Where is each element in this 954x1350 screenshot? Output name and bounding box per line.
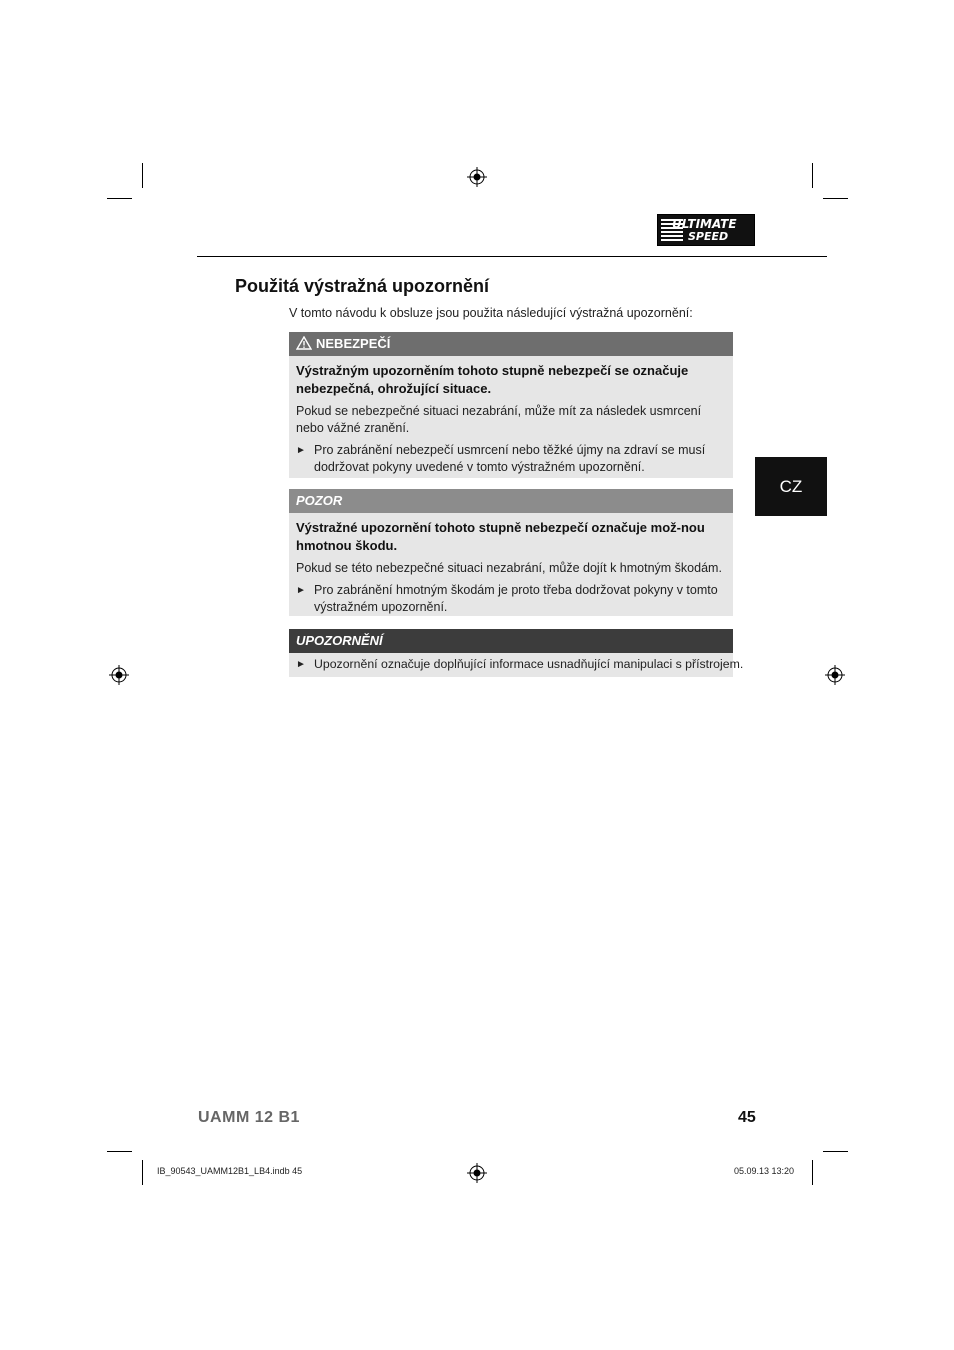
note-bullet [296, 656, 744, 673]
crop-mark [142, 1160, 143, 1185]
brand-logo [657, 214, 755, 246]
note-title: UPOZORNĚNÍ [296, 633, 383, 648]
crop-mark [812, 163, 813, 188]
crop-mark [823, 198, 848, 199]
crop-mark [107, 1151, 132, 1152]
danger-bold-text: Výstražným upozorněním tohoto stupně nebezpečí se označuje nebezpečná, ohrožující situace. [296, 363, 689, 396]
model-number: UAMM 12 B1 [198, 1109, 300, 1126]
registration-mark-icon [109, 665, 129, 685]
note-header [289, 629, 733, 653]
warning-box-note [289, 629, 744, 677]
logo-line-2: SPEED [688, 230, 729, 243]
language-tab: CZ [755, 457, 827, 516]
registration-mark-icon [825, 665, 845, 685]
danger-text: Pokud se nebezpečné situaci nezabrání, může mít za následek usmrcení nebo vážné zranění. [296, 404, 702, 435]
logo-line-1: ULTIMATE [672, 217, 737, 231]
caution-header [289, 489, 733, 513]
warning-box-caution [289, 489, 733, 616]
print-date-info: 05.09.13 13:20 [734, 1166, 795, 1176]
crop-mark [107, 198, 132, 199]
print-file-info: IB_90543_UAMM12B1_LB4.indb 45 [157, 1166, 303, 1176]
danger-header [289, 332, 733, 356]
caution-bullet [296, 582, 725, 616]
caution-bullet-text: Pro zabránění hmotným škodám je proto třeba dodržovat pokyny v tomto výstražném upozornění. [314, 583, 718, 614]
page-number: 45 [738, 1109, 756, 1126]
bullet-arrow-icon: ► [296, 659, 306, 670]
note-body [289, 653, 744, 679]
caution-bold-text: Výstražné upozornění tohoto stupně nebezpečí označuje mož-nou hmotnou škodu. [296, 520, 705, 553]
warning-triangle-icon [296, 336, 312, 350]
registration-mark-icon [467, 1163, 487, 1183]
intro-text: V tomto návodu k obsluze jsou použita následující výstražná upozornění: [289, 306, 693, 320]
danger-bullet-text: Pro zabránění nebezpečí usmrcení nebo těžké újmy na zdraví se musí dodržovat pokyny uvedené v tomto výstražném upozornění. [314, 443, 706, 474]
crop-mark [142, 163, 143, 188]
page-title: Použitá výstražná upozornění [235, 276, 490, 296]
caution-text: Pokud se této nebezpečné situaci nezabrání, může dojít k hmotným škodám. [296, 561, 722, 575]
caution-title: POZOR [296, 493, 343, 508]
header-rule [197, 256, 827, 257]
warning-box-danger [289, 332, 733, 478]
danger-body [289, 356, 733, 482]
registration-mark-icon [467, 167, 487, 187]
note-bullet-text: Upozornění označuje doplňující informace usnadňující manipulaci s přístrojem. [314, 657, 744, 671]
danger-bullet [296, 442, 725, 476]
crop-mark [823, 1151, 848, 1152]
bullet-arrow-icon: ► [296, 585, 306, 596]
caution-body [289, 513, 733, 622]
bullet-arrow-icon: ► [296, 445, 306, 456]
crop-mark [812, 1160, 813, 1185]
danger-title: NEBEZPEČÍ [316, 336, 391, 351]
